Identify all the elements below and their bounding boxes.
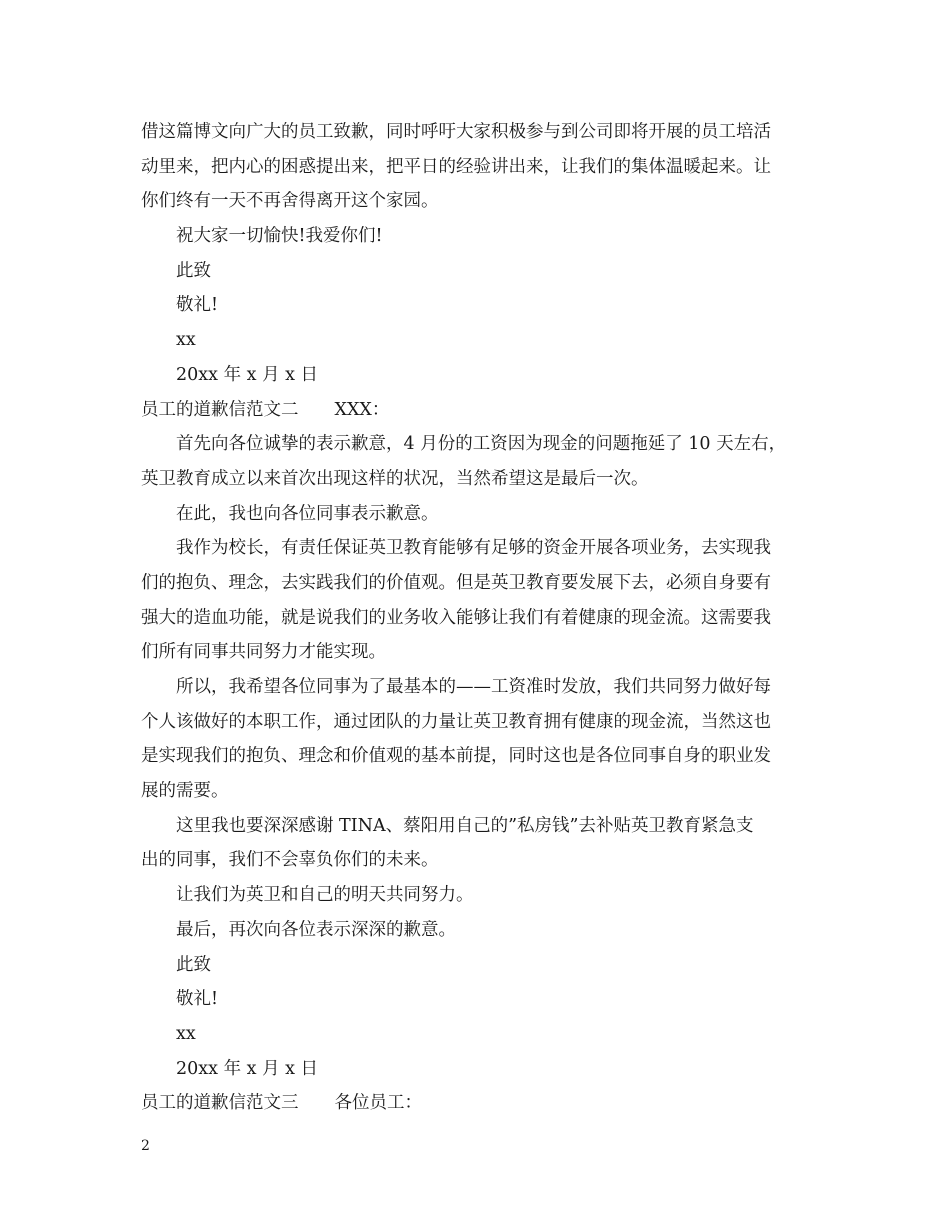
text-line (141, 705, 821, 740)
text-line (141, 913, 821, 948)
text-line (141, 288, 821, 323)
line-text: 20xx 年 x 月 x 日 (176, 1058, 319, 1079)
section-title: 员工的道歉信范文二 (141, 399, 299, 420)
line-text: 出的同事，我们不会辜负你们的未来。 (141, 850, 439, 871)
line-text: 是实现我们的抱负、理念和价值观的基本前提，同时这也是各位同事自身的职业发 (141, 746, 771, 767)
text-line (141, 948, 821, 983)
line-text: 们的抱负、理念，去实践我们的价值观。但是英卫教育要发展下去，必须自身要有 (141, 572, 771, 593)
line-text: 此致 (176, 260, 211, 281)
text-line (141, 427, 821, 462)
section-title: 员工的道歉信范文三 (141, 1093, 299, 1114)
text-line (141, 635, 821, 670)
line-text: 最后，再次向各位表示深深的歉意。 (176, 919, 456, 940)
line-text: 敬礼! (176, 295, 219, 316)
line-text: 强大的造血功能，就是说我们的业务收入能够让我们有着健康的现金流。这需要我 (141, 607, 771, 628)
text-line (141, 184, 821, 219)
section-heading (141, 1086, 821, 1121)
salutation: XXX： (334, 399, 390, 420)
section-heading (141, 393, 821, 428)
text-line (141, 254, 821, 289)
document-body (141, 115, 821, 1121)
line-text: 祝大家一切愉快!我爱你们! (176, 226, 383, 247)
line-text: 所以，我希望各位同事为了最基本的——工资准时发放，我们共同努力做好每 (176, 677, 771, 697)
text-line (141, 843, 821, 878)
text-line (141, 358, 821, 393)
line-text: 20xx 年 x 月 x 日 (176, 364, 319, 385)
line-text: 在此，我也向各位同事表示歉意。 (176, 503, 439, 524)
line-text: 动里来，把内心的困惑提出来，把平日的经验讲出来，让我们的集体温暖起来。让 (141, 156, 771, 177)
salutation: 各位员工： (334, 1093, 422, 1114)
text-line (141, 809, 821, 844)
line-text: 你们终有一天不再舍得离开这个家园。 (141, 191, 439, 212)
text-line (141, 219, 821, 254)
line-text: 们所有同事共同努力才能实现。 (141, 642, 386, 663)
text-line (141, 462, 821, 497)
line-text: 首先向各位诚挚的表示歉意，4 月份的工资因为现金的问题拖延了 10 天左右， (176, 434, 787, 455)
line-text: xx (176, 330, 196, 351)
text-line (141, 601, 821, 636)
text-line (141, 878, 821, 913)
line-text: 英卫教育成立以来首次出现这样的状况，当然希望这是最后一次。 (141, 468, 649, 489)
text-line (141, 497, 821, 532)
line-text: 让我们为英卫和自己的明天共同努力。 (176, 885, 474, 906)
line-text: 我作为校长，有责任保证英卫教育能够有足够的资金开展各项业务，去实现我 (176, 538, 771, 559)
text-line (141, 531, 821, 566)
text-line (141, 739, 821, 774)
text-line (141, 670, 821, 705)
text-line (141, 1017, 821, 1052)
line-text: 敬礼! (176, 989, 219, 1010)
line-text: 个人该做好的本职工作，通过团队的力量让英卫教育拥有健康的现金流，当然这也 (141, 711, 771, 732)
line-text: 这里我也要深深感谢 TINA、蔡阳用自己的”私房钱”去补贴英卫教育紧急支 (176, 815, 754, 836)
text-line (141, 1052, 821, 1087)
text-line (141, 982, 821, 1017)
line-text: xx (176, 1023, 196, 1044)
line-text: 此致 (176, 954, 211, 975)
text-line (141, 115, 821, 150)
text-line (141, 774, 821, 809)
text-line (141, 566, 821, 601)
text-line (141, 323, 821, 358)
line-text: 借这篇博文向广大的员工致歉，同时呼吁大家积极参与到公司即将开展的员工培活 (141, 122, 771, 142)
line-text: 展的需要。 (141, 781, 229, 802)
text-line (141, 150, 821, 185)
page-number: 2 (141, 1138, 150, 1154)
